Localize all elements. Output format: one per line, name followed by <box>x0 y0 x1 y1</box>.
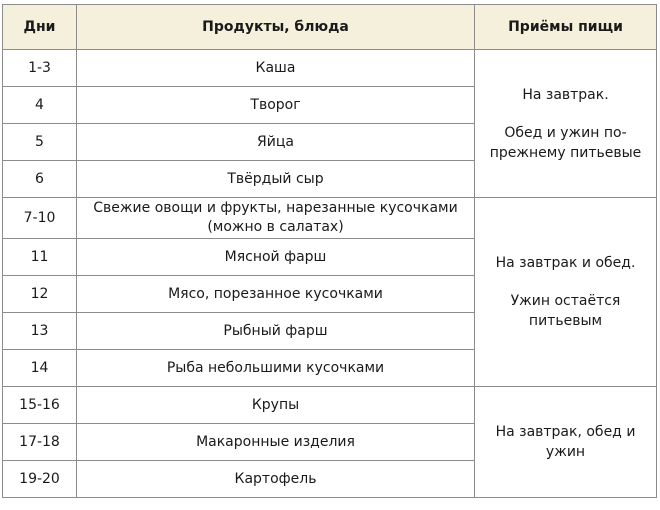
header-food: Продукты, блюда <box>77 5 475 50</box>
days-cell: 15-16 <box>3 387 77 424</box>
meals-text: Обед и ужин по- <box>504 124 627 141</box>
meals-text: На завтрак. <box>522 86 609 103</box>
food-cell: Картофель <box>77 461 475 498</box>
food-cell: Крупы <box>77 387 475 424</box>
table-header-row <box>3 5 657 50</box>
meals-cell-group-2 <box>475 198 657 387</box>
food-cell: Мясо, порезанное кусочками <box>77 276 475 313</box>
table-row <box>3 50 657 87</box>
meals-text: прежнему питьевые <box>489 144 642 161</box>
days-cell: 12 <box>3 276 77 313</box>
food-text: Свежие овощи и фрукты, нарезанные кусочками <box>93 200 458 216</box>
days-cell: 19-20 <box>3 461 77 498</box>
food-cell: Рыба небольшими кусочками <box>77 350 475 387</box>
meals-text: питьевым <box>528 313 603 329</box>
days-cell: 1-3 <box>3 50 77 87</box>
food-cell: Рыбный фарш <box>77 313 475 350</box>
food-cell: Мясной фарш <box>77 239 475 276</box>
meals-cell-group-1 <box>475 50 657 198</box>
food-text: (можно в салатах) <box>207 219 344 235</box>
meals-text: На завтрак, обед и <box>495 424 636 440</box>
days-cell: 5 <box>3 124 77 161</box>
food-cell: Яйца <box>77 124 475 161</box>
diet-table <box>2 4 657 498</box>
days-cell: 4 <box>3 87 77 124</box>
header-days: Дни <box>3 5 77 50</box>
food-cell: Творог <box>77 87 475 124</box>
meals-text: ужин <box>545 444 586 460</box>
days-cell: 6 <box>3 161 77 198</box>
table-row <box>3 198 657 239</box>
meals-text: Ужин остаётся <box>510 293 621 309</box>
header-meals: Приёмы пищи <box>475 5 657 50</box>
days-cell: 7-10 <box>3 198 77 239</box>
days-cell: 17-18 <box>3 424 77 461</box>
food-cell: Твёрдый сыр <box>77 161 475 198</box>
food-cell: Макаронные изделия <box>77 424 475 461</box>
days-cell: 11 <box>3 239 77 276</box>
food-cell: Каша <box>77 50 475 87</box>
days-cell: 14 <box>3 350 77 387</box>
table-row <box>3 387 657 424</box>
meals-text: На завтрак и обед. <box>495 255 636 271</box>
meals-cell-group-3 <box>475 387 657 498</box>
diet-table-container <box>2 4 657 498</box>
days-cell: 13 <box>3 313 77 350</box>
food-cell <box>77 198 475 239</box>
